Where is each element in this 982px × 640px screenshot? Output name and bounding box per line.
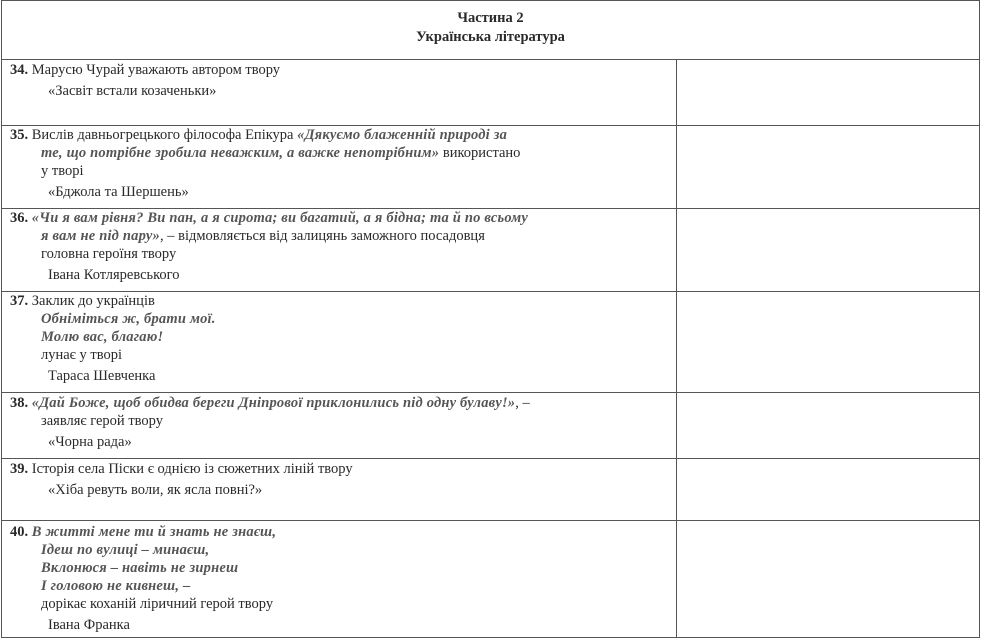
question-38 [10,394,646,451]
question-number: 37. [10,293,29,309]
poem-line: Молю вас, благаю! [41,329,164,345]
quote-text: «Чи я вам рівня? Ви пан, а я сирота; ви багатий, а я бідна; та й по всьому [31,210,528,226]
question-number: 35. [10,127,29,143]
work-title: «Чорна рада» [48,434,132,450]
poem-line: В житті мене ти й знать не знаєш, [31,524,277,540]
question-36 [10,209,646,284]
question-text: , – [515,395,530,411]
question-number: 36. [10,210,29,226]
question-number: 38. [10,395,29,411]
subject-title: Українська література [416,29,565,45]
question-text: у творі [41,163,84,179]
question-text: Вислів давньогрецького філософа Епікура [31,127,294,143]
work-title: Тараса Шевченка [48,368,156,384]
work-title: Івана Котляревського [48,267,180,283]
work-title: «Бджола та Шершень» [48,184,189,200]
question-text: дорікає коханій ліричний герой твору [41,596,274,612]
quote-text: те, що потрібне зробила неважким, а важке непотрібним» [41,145,440,161]
quote-text: «Дай Боже, щоб обидва береги Дніпрової приклонились під одну булаву!» [31,395,516,411]
question-text: головна героїня твору [41,246,177,262]
part-title: Частина 2 [457,10,524,26]
question-text: Історія села Піски є однією із сюжетних ліній твору [31,461,353,477]
work-title: «Засвіт встали козаченьки» [48,83,217,99]
poem-line: Вклонюся – навіть не зирнеш [41,560,239,576]
work-title: «Хіба ревуть воли, як ясла повні?» [48,482,263,498]
question-35 [10,126,646,201]
poem-line: Ідеш по вулиці – минаєш, [41,542,210,558]
question-number: 39. [10,461,29,477]
question-text: Заклик до українців [31,293,155,309]
quote-text: «Дякуємо блаженній природі за [297,127,508,143]
question-34 [10,61,646,100]
question-39 [10,460,646,499]
question-text: лунає у творі [41,347,123,363]
question-text: використано [442,145,521,161]
question-number: 34. [10,62,29,78]
question-40 [10,523,646,634]
table-header [1,0,980,60]
question-text: заявляє герой твору [41,413,163,429]
question-number: 40. [10,524,29,540]
quote-text: я вам не під пару» [41,228,160,244]
poem-line: Обніміться ж, брати мої. [41,311,216,327]
question-37 [10,292,646,385]
question-text: Марусю Чурай уважають автором твору [31,62,281,78]
poem-line: І головою не кивнеш, – [41,578,191,594]
work-title: Івана Франка [48,617,130,633]
question-text: , – відмовляється від залицянь заможного посадовця [159,228,485,244]
